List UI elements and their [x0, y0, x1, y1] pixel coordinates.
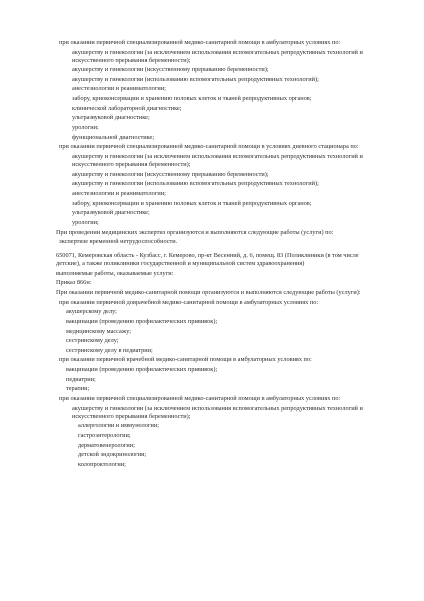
document-line: акушерству и гинекологии (за исключением использования вспомогательных репродуктивных технологий и искусственного прерывания беременности); — [72, 48, 363, 64]
document-line: акушерству и гинекологии (искусственному прерыванию беременности); — [72, 66, 269, 74]
document-line: Приказ 866н: — [56, 279, 92, 287]
document-line: выполняемые работы, оказываемые услуги: — [56, 269, 174, 277]
document-line: анестезиологии и реаниматологии; — [72, 189, 166, 197]
document-line: При оказании первичной медико-санитарной помощи организуются и выполняются следующие работы (услуги): — [56, 288, 361, 296]
document-line: акушерству и гинекологии (за исключением использования вспомогательных репродуктивных технологий и искусственного прерывания беременности); — [72, 153, 363, 168]
document-line: акушерству и гинекологии (использованию вспомогательных репродуктивных технологий); — [72, 180, 319, 188]
document-line: аллергологии и иммунологии; — [78, 422, 159, 430]
document-line: дерматовенерологии; — [78, 441, 135, 449]
document-line: при оказании первичной доврачебной медико-санитарной помощи в амбулаторных условиях по: — [59, 298, 319, 306]
document-line: экспертизе временной нетрудоспособности. — [59, 238, 178, 246]
document-line: урологии; — [72, 218, 99, 226]
document-line: забору, криоконсервации и хранению половых клеток и тканей репродуктивных органов; — [72, 199, 312, 207]
document-line: сестринскому делу; — [66, 337, 119, 345]
document-line: при оказании первичной врачебной медико-санитарной помощи в амбулаторных условиях по: — [59, 356, 312, 364]
document-line: акушерству и гинекологии (использованию вспомогательных репродуктивных технологий); — [72, 75, 319, 83]
document-line: детской эндокринологии; — [78, 451, 147, 459]
document-line: вакцинации (проведению профилактических прививок); — [66, 317, 218, 325]
document-line: при оказании первичной специализированной медико-санитарной помощи в амбулаторных условиях по: — [59, 395, 341, 403]
document-line: ультразвуковой диагностике; — [72, 114, 150, 122]
document-line: При проведении медицинских экспертиз организуются и выполняются следующие работы (услуги) по: — [56, 228, 334, 236]
document-line: забору, криоконсервации и хранению половых клеток и тканей репродуктивных органов; — [72, 95, 312, 103]
document-line: акушерскому делу; — [66, 308, 117, 316]
document-line: при оказании первичной специализированной медико-санитарной помощи в условиях дневного стационара по: — [59, 143, 359, 151]
document-line: сестринскому делу в педиатрии; — [66, 346, 153, 354]
document-line: медицинскому массажу; — [66, 327, 132, 335]
document-line: клинической лабораторной диагностике; — [72, 104, 182, 112]
document-line: акушерству и гинекологии (за исключением использования вспомогательных репродуктивных технологий и искусственного прерывания беременности); — [72, 404, 363, 420]
document-line: акушерству и гинекологии (искусственному прерыванию беременности); — [72, 170, 269, 178]
document-line: терапии; — [66, 385, 90, 393]
document-line: вакцинации (проведению профилактических прививок); — [66, 366, 218, 374]
document-line: функциональной диагностике; — [72, 133, 155, 141]
document-line: при оказании первичной специализированной медико-санитарной помощи в амбулаторных условиях по: — [59, 39, 341, 46]
document-line: урологии; — [72, 124, 99, 132]
document-line: колопроктологии; — [78, 460, 126, 468]
document-line: анестезиологии и реаниматологии; — [72, 85, 166, 93]
document-line: гастроэнтерологии; — [78, 431, 131, 439]
document-line: 650071, Кемеровская область - Кузбасс, г. Кемерово, пр-кт Весенний, д. 6, помещ. 83 (Поликлиники (в том числе детские), а также поликлиники государственной и муниципальной систем здравоохранения) — [56, 252, 359, 267]
document-line: педиатрии; — [66, 375, 96, 383]
document-line: ультразвуковой диагностике; — [72, 209, 150, 217]
